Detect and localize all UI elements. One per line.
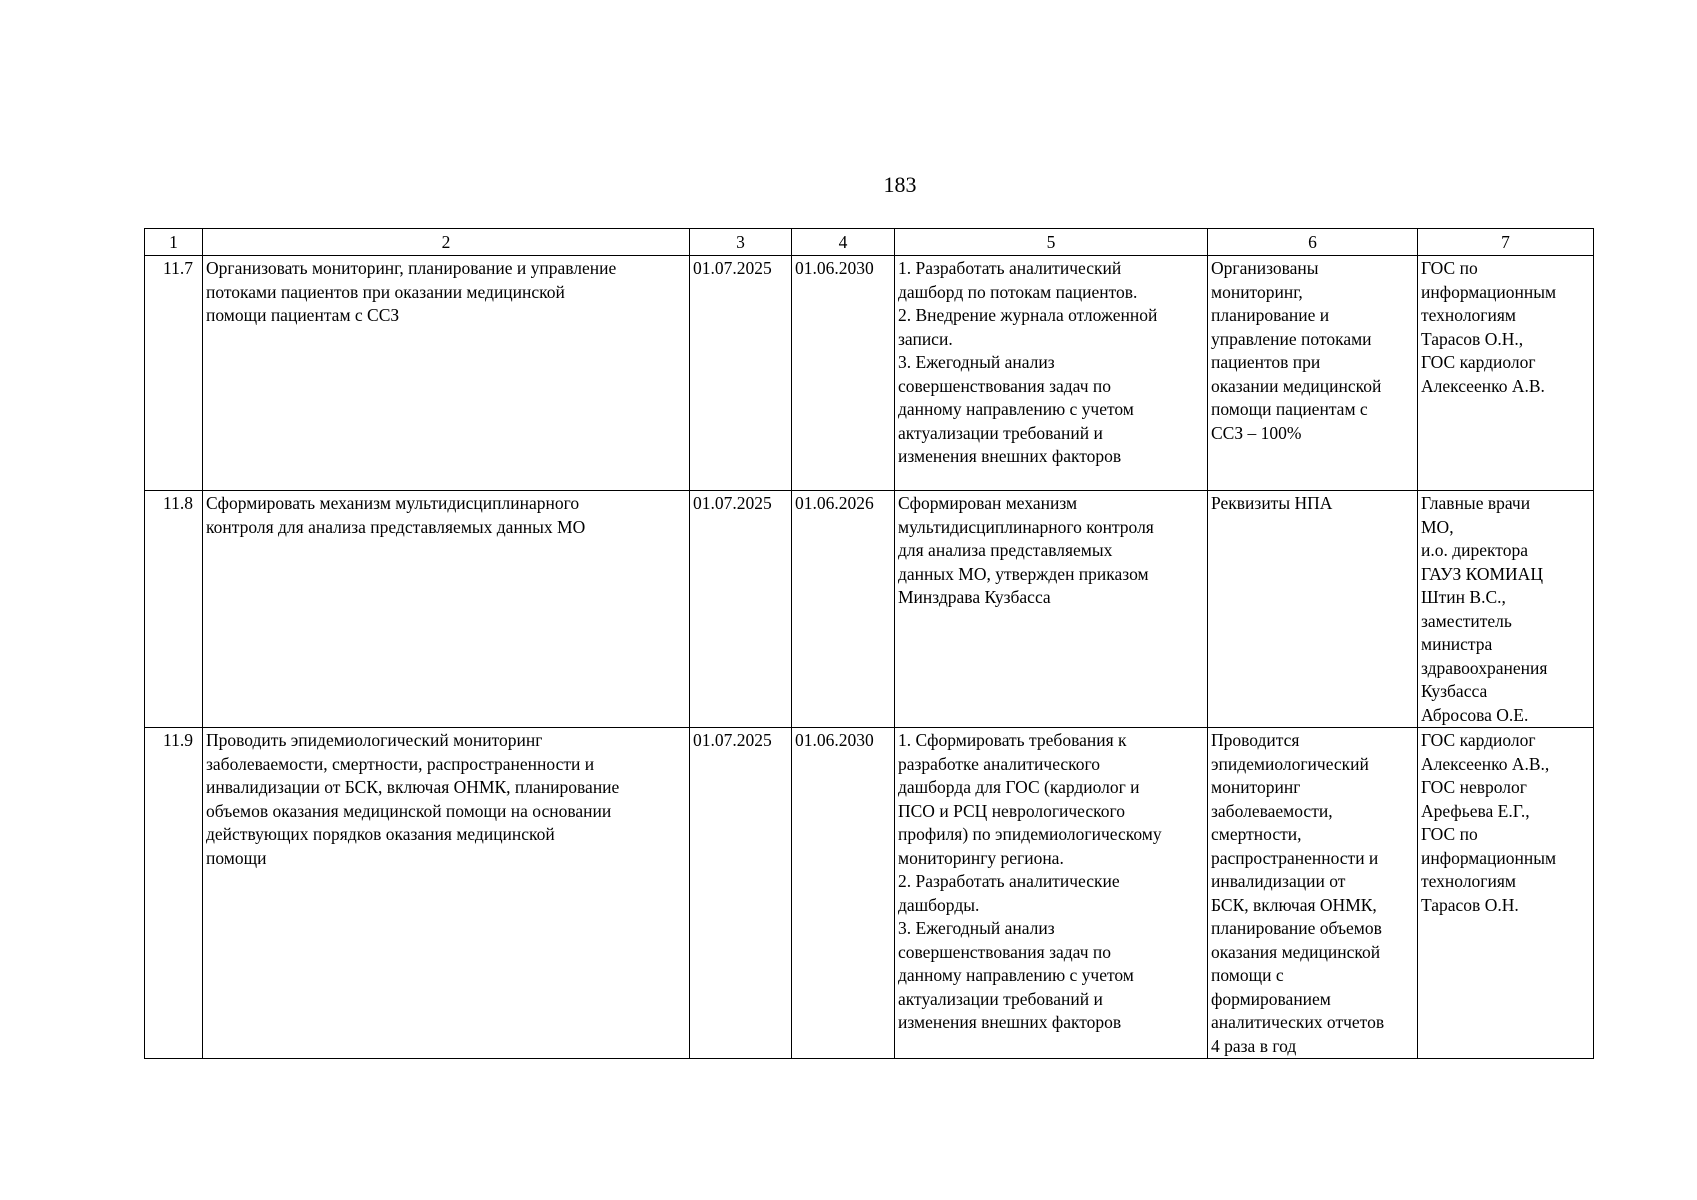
- end-date-cell: 01.06.2030: [792, 728, 895, 1059]
- table-row: [145, 491, 1594, 728]
- responsible-cell: Главные врачи МО, и.о. директора ГАУЗ КОМИАЦ Штин В.С., заместитель министра здравоохранения Кузбасса Абросова О.Е.: [1418, 491, 1594, 728]
- action-cell: Организовать мониторинг, планирование и управление потоками пациентов при оказании медицинской помощи пациентам с ССЗ: [203, 256, 690, 491]
- row-number: 11.9: [145, 728, 203, 1059]
- page-number: 183: [883, 172, 917, 197]
- column-number-row: [145, 229, 1594, 256]
- start-date-cell: 01.07.2025: [690, 491, 792, 728]
- end-date-cell: 01.06.2030: [792, 256, 895, 491]
- responsible-cell: ГОС по информационным технологиям Тарасов О.Н., ГОС кардиолог Алексеенко А.В.: [1418, 256, 1594, 491]
- table-row: [145, 728, 1594, 1059]
- result-cell: Сформирован механизм мультидисциплинарного контроля для анализа представляемых данных МО, утвержден приказом Минздрава Кузбасса: [895, 491, 1208, 728]
- indicator-cell: Организованы мониторинг, планирование и управление потоками пациентов при оказании медицинской помощи пациентам с ССЗ – 100%: [1208, 256, 1418, 491]
- result-cell: 1. Сформировать требования к разработке аналитического дашборда для ГОС (кардиолог и ПСО и РСЦ неврологического профиля) по эпидемиологическому мониторингу региона. 2. Разработать аналитические дашборды. 3. Ежегодный анализ совершенствования задач по данному направлению с учетом актуализации требований и изменения внешних факторов: [895, 728, 1208, 1059]
- column-header-3: 3: [690, 229, 792, 256]
- action-plan-table: [144, 228, 1594, 1059]
- start-date-cell: 01.07.2025: [690, 728, 792, 1059]
- action-cell: Проводить эпидемиологический мониторинг заболеваемости, смертности, распространенности и инвалидизации от БСК, включая ОНМК, планирование объемов оказания медицинской помощи на основании действующих порядков оказания медицинской помощи: [203, 728, 690, 1059]
- column-header-7: 7: [1418, 229, 1594, 256]
- responsible-cell: ГОС кардиолог Алексеенко А.В., ГОС невролог Арефьева Е.Г., ГОС по информационным технологиям Тарасов О.Н.: [1418, 728, 1594, 1059]
- column-header-6: 6: [1208, 229, 1418, 256]
- action-cell: Сформировать механизм мультидисциплинарного контроля для анализа представляемых данных МО: [203, 491, 690, 728]
- row-number: 11.7: [145, 256, 203, 491]
- indicator-cell: Проводится эпидемиологический мониторинг заболеваемости, смертности, распространенности и инвалидизации от БСК, включая ОНМК, планирование объемов оказания медицинской помощи с формированием аналитических отчетов 4 раза в год: [1208, 728, 1418, 1059]
- table-row: [145, 256, 1594, 491]
- result-cell: 1. Разработать аналитический дашборд по потокам пациентов. 2. Внедрение журнала отложенной записи. 3. Ежегодный анализ совершенствования задач по данному направлению с учетом актуализации требований и изменения внешних факторов: [895, 256, 1208, 491]
- column-header-1: 1: [145, 229, 203, 256]
- start-date-cell: 01.07.2025: [690, 256, 792, 491]
- column-header-4: 4: [792, 229, 895, 256]
- column-header-2: 2: [203, 229, 690, 256]
- end-date-cell: 01.06.2026: [792, 491, 895, 728]
- column-header-5: 5: [895, 229, 1208, 256]
- indicator-cell: Реквизиты НПА: [1208, 491, 1418, 728]
- row-number: 11.8: [145, 491, 203, 728]
